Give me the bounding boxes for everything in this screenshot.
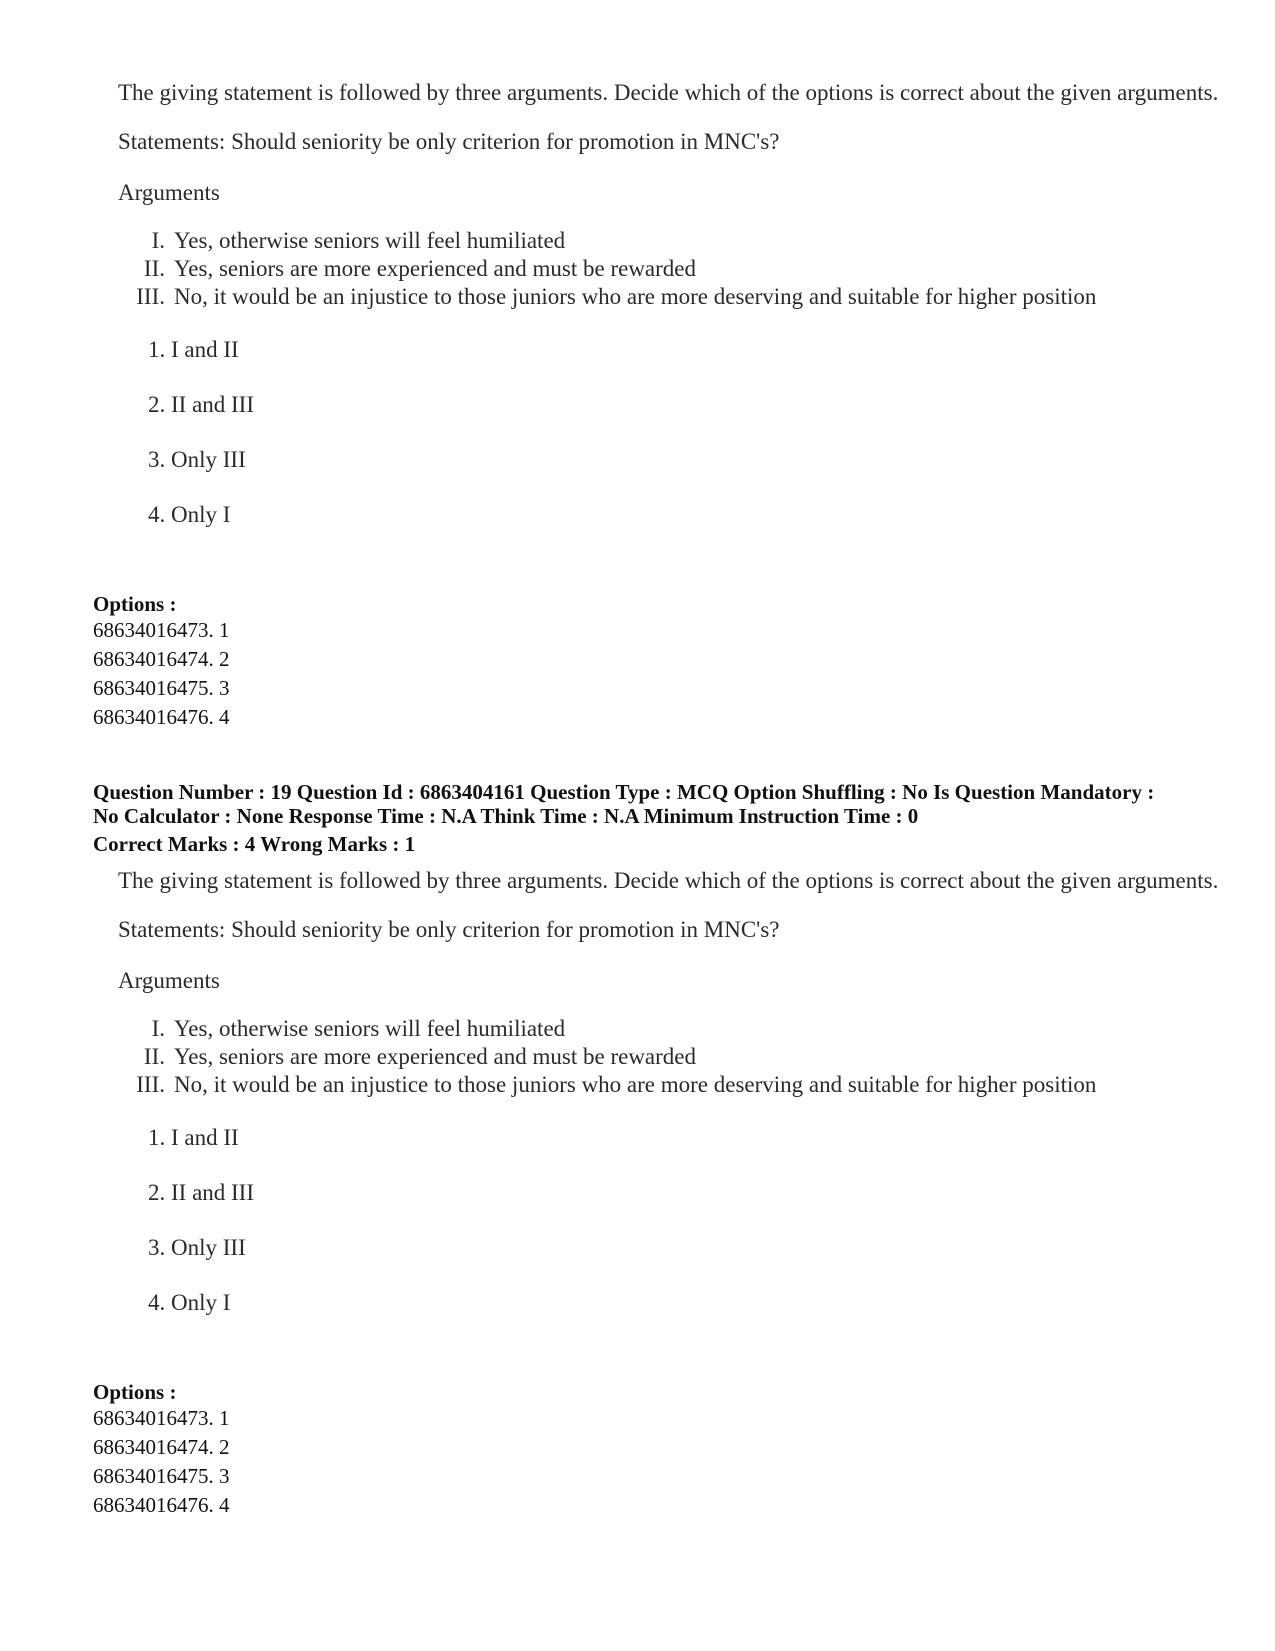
answer-choice: 2. II and III (148, 1180, 255, 1205)
option-item: 68634016473. 1 (93, 1406, 230, 1430)
option-item: 68634016476. 4 (93, 1493, 230, 1517)
argument-text: Yes, otherwise seniors will feel humiliated (174, 228, 566, 253)
argument-item (118, 283, 1258, 311)
argument-item (118, 1043, 1258, 1071)
question-meta (93, 780, 1258, 856)
option-item: 68634016475. 3 (93, 676, 230, 700)
option-item: 68634016474. 2 (93, 647, 230, 671)
question-meta-line-1: Question Number : 19 Question Id : 6863404161 Question Type : MCQ Option Shuffling : No Is Question Mandatory : (93, 780, 1155, 804)
argument-number: II. (143, 256, 165, 281)
argument-number: I. (151, 1016, 165, 1041)
answer-choice: 4. Only I (148, 502, 231, 527)
question-intro: The giving statement is followed by three arguments. Decide which of the options is correct about the given arguments. (118, 80, 1219, 105)
argument-text: Yes, seniors are more experienced and must be rewarded (174, 1044, 697, 1069)
argument-number: III. (136, 284, 165, 309)
arguments-list (118, 1015, 1258, 1099)
answer-choice: 1. I and II (148, 337, 239, 362)
question-statement: Statements: Should seniority be only criterion for promotion in MNC's? (118, 917, 780, 942)
question-content (118, 866, 1258, 1317)
argument-item (118, 227, 1258, 255)
option-item: 68634016476. 4 (93, 705, 230, 729)
options-section (93, 1380, 230, 1520)
answer-choice: 1. I and II (148, 1125, 239, 1150)
question-meta-line-2: No Calculator : None Response Time : N.A Think Time : N.A Minimum Instruction Time : 0 (93, 804, 919, 828)
argument-text: No, it would be an injustice to those juniors who are more deserving and suitable for higher position (174, 1072, 1097, 1097)
options-heading: Options : (93, 592, 177, 616)
question-statement: Statements: Should seniority be only criterion for promotion in MNC's? (118, 129, 780, 154)
argument-number: I. (151, 228, 165, 253)
argument-item (118, 255, 1258, 283)
argument-number: III. (136, 1072, 165, 1097)
marks-line: Correct Marks : 4 Wrong Marks : 1 (93, 832, 416, 856)
arguments-list (118, 227, 1258, 311)
option-item: 68634016475. 3 (93, 1464, 230, 1488)
answer-choice: 4. Only I (148, 1290, 231, 1315)
argument-text: No, it would be an injustice to those juniors who are more deserving and suitable for higher position (174, 284, 1097, 309)
argument-item (118, 1015, 1258, 1043)
question-content (118, 78, 1258, 529)
arguments-heading: Arguments (118, 968, 220, 993)
option-item: 68634016473. 1 (93, 618, 230, 642)
argument-item (118, 1071, 1258, 1099)
arguments-heading: Arguments (118, 180, 220, 205)
question-intro: The giving statement is followed by three arguments. Decide which of the options is correct about the given arguments. (118, 868, 1219, 893)
options-section (93, 592, 230, 732)
argument-text: Yes, seniors are more experienced and must be rewarded (174, 256, 697, 281)
answer-choice: 3. Only III (148, 1235, 246, 1260)
option-item: 68634016474. 2 (93, 1435, 230, 1459)
answer-choice: 3. Only III (148, 447, 246, 472)
answer-choice: 2. II and III (148, 392, 255, 417)
argument-text: Yes, otherwise seniors will feel humiliated (174, 1016, 566, 1041)
options-heading: Options : (93, 1380, 177, 1404)
argument-number: II. (143, 1044, 165, 1069)
